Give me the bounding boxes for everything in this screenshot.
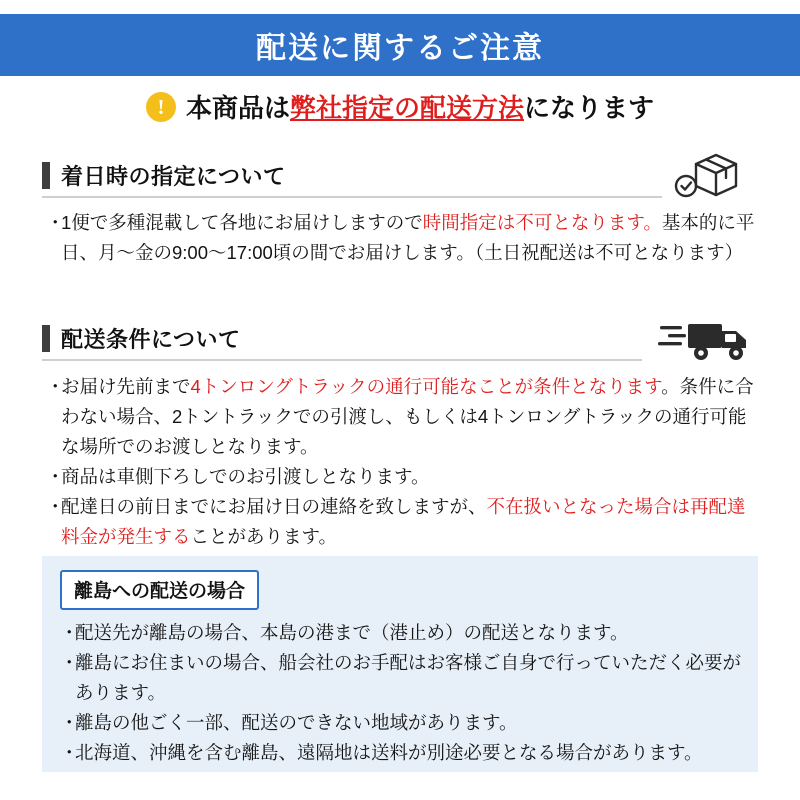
text-part-emphasis: 時間指定は	[422, 212, 516, 233]
bullet: ・	[46, 495, 65, 517]
text-part-2: 。条件に合わない場合、2トントラックでの引渡し、もしくは4トンロングトラックの通行可能な場所でのお渡しとなります。	[61, 376, 754, 457]
exclamation-icon: !	[146, 92, 176, 122]
list-item-text: 離島にお住まいの場合、船会社のお手配はお客様ご自身で行っていただく必要があります。	[75, 651, 742, 703]
section-heading-delivery-date	[42, 160, 286, 191]
page-title: 配送に関するご注意	[256, 32, 544, 65]
bottom-spacer	[0, 778, 800, 800]
section-divider	[42, 359, 642, 361]
list-item-text: 離島の他ごく一部、配送のできない地域があります。	[75, 711, 518, 733]
heading-accent-bar	[42, 162, 50, 189]
text-part-emphasis: 4トンロングトラックの通行可能なことが条件となります	[190, 376, 662, 397]
package-check-icon	[672, 148, 742, 204]
list-item-text	[61, 372, 758, 462]
headline-prefix: 本商品は	[185, 93, 290, 123]
delivery-truck-icon	[658, 312, 754, 368]
list-item	[46, 462, 758, 492]
section-title: 着日時の指定について	[61, 164, 286, 189]
headline	[0, 88, 800, 125]
list-item	[60, 738, 746, 768]
bullet: ・	[46, 212, 65, 233]
section-heading-delivery-conditions	[42, 323, 241, 354]
remote-island-list	[60, 618, 746, 768]
list-item	[60, 648, 746, 708]
bullet: ・	[46, 465, 65, 487]
text-part-2: ことがあります。	[190, 525, 338, 547]
list-item-text: 北海道、沖縄を含む離島、遠隔地は送料が別途必要となる場合があります。	[75, 741, 703, 763]
list-item	[60, 618, 746, 648]
headline-suffix: になります	[524, 93, 655, 123]
bullet: ・	[60, 651, 79, 673]
text-part-emphasis-2: 不可となります。	[515, 212, 662, 233]
list-item-text	[61, 208, 758, 268]
list-item-text: 配送先が離島の場合、本島の港まで（港止め）の配送となります。	[75, 622, 629, 643]
bullet: ・	[60, 711, 79, 733]
remote-island-section	[42, 556, 758, 772]
list-item	[60, 708, 746, 738]
heading-accent-bar	[42, 325, 50, 352]
bullet: ・	[60, 622, 79, 643]
headline-emphasis: 弊社指定の配送方法	[289, 93, 524, 123]
header-banner	[0, 14, 800, 76]
bullet: ・	[46, 376, 65, 397]
list-item-text: 商品は車側下ろしでのお引渡しとなります。	[61, 465, 430, 487]
list-item	[46, 208, 758, 268]
text-part: 配達日の前日までにお届け日の連絡を致しますが、	[61, 495, 487, 517]
section-title: 配送条件について	[61, 327, 241, 352]
section-divider	[42, 196, 662, 198]
text-part-emphasis: 不在扱いとなった場合は再配達料金が発生する	[61, 495, 746, 547]
list-item	[46, 372, 758, 462]
text-part-2: 基本的に平日、月〜金の9:00〜17:00頃の間でお届けします。（土日祝配送は不可となります）	[61, 212, 755, 263]
section-body-delivery-conditions	[46, 372, 758, 552]
text-part: お届け先前まで	[61, 376, 191, 397]
headline-text	[186, 88, 654, 125]
bullet: ・	[60, 741, 79, 763]
text-part: 1便で多種混載して各地にお届けしますので	[61, 212, 423, 233]
remote-island-label: 離島への配送の場合	[60, 570, 259, 610]
section-body-delivery-date	[46, 208, 758, 268]
list-item-text	[61, 492, 758, 552]
list-item	[46, 492, 758, 552]
